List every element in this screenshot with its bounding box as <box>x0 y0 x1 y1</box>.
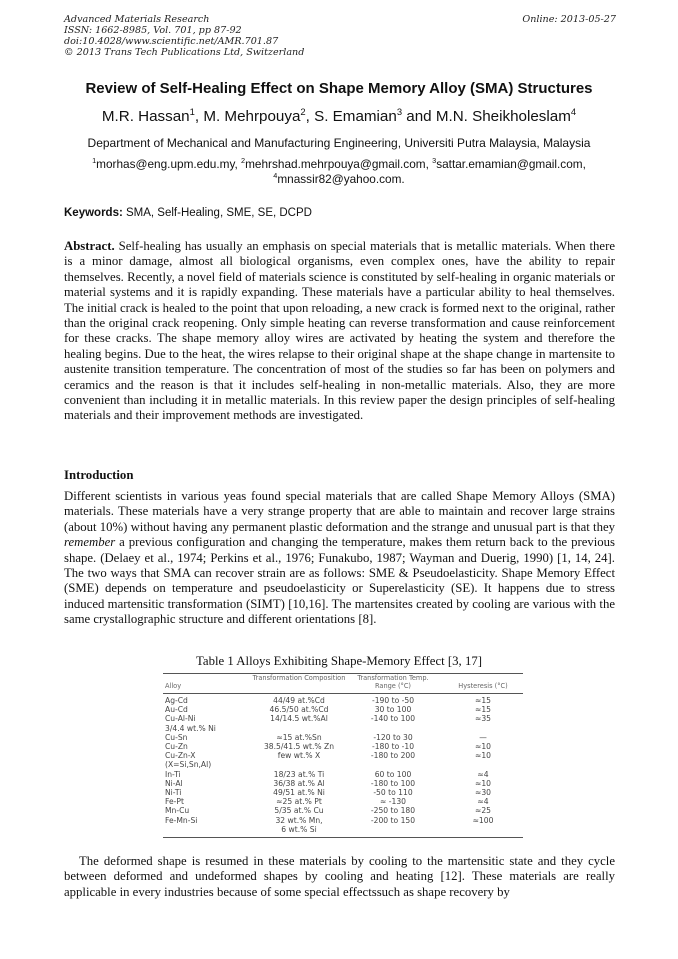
table-cell-composition: 32 wt.% Mn, <box>275 815 323 825</box>
table-cell-temp: -190 to -50 <box>371 696 415 705</box>
table-cell-alloy: Fe-Mn-Si <box>165 815 198 825</box>
email-mark: 4 <box>273 171 278 181</box>
table-cell-composition: ≈25 at.% Pt <box>276 797 322 807</box>
email-address: sattar.emamian@gmail.com, <box>436 157 586 171</box>
table-cell-composition: ≈15 at.%Sn <box>276 732 322 742</box>
email-address: morhas@eng.upm.edu.my, <box>96 157 242 171</box>
table-cell-temp: -180 to 200 <box>370 751 416 761</box>
author-affil-mark: 3 <box>396 105 403 117</box>
email-mark: 3 <box>432 156 437 166</box>
table-cell-hysteresis: ≈4 <box>477 797 489 807</box>
table-cell-alloy: Ni-Al <box>165 778 183 788</box>
author-separator: and <box>402 108 436 125</box>
table-cell-temp: -120 to 30 <box>373 732 413 742</box>
author-name: M.R. Hassan <box>101 108 190 125</box>
abstract-text: Self-healing has usually an emphasis on special materials that is metallic materials. When there is a minor damage, almost all biological organisms, even complex ones, have the ability to repair themselves. Recently, a novel field of materials science is constituted by self-healing in organic materials or material systems and it is rapidly expanding. These materials have a particular ability to heal themselves. The initial crack is healed to the point that upon reloading, a new crack is formed next to the original, rather than the original crack reopening. Only simple heating can reverse transformation and cause reinforcement for these cracks. The shape memory alloy wires are activated by heating the system and therefore the healing begins. Due to the heat, the wires relapse to their original shape at the shape change in martensite to austenite transition temperature. The concentration of most of the studies so far has been on polymers and ceramics and the reason is that it includes self-healing in non-metallic materials. Also, they are more convenient than including it in metallic materials. In this review paper the design principles of self-healing materials and their improvement methods are investigated. <box>64 239 615 423</box>
table-cell-hysteresis: ≈100 <box>472 815 494 825</box>
table-cell-hysteresis: — <box>479 732 487 742</box>
email-address: mehrshad.mehrpouya@gmail.com, <box>245 157 433 171</box>
email-mark: 1 <box>92 156 97 166</box>
table-cell-temp: ≈ -130 <box>379 797 406 807</box>
table-caption: Table 1 Alloys Exhibiting Shape-Memory Effect [3, 17] <box>195 654 483 668</box>
table-rule-bottom <box>163 837 523 838</box>
intro-emphasis: remember <box>64 535 116 550</box>
abstract-label: Abstract. <box>64 239 115 253</box>
table-cell-hysteresis: ≈4 <box>477 769 489 779</box>
table-cell-alloy: Ag-Cd <box>165 696 188 705</box>
table-cell-composition: 49/51 at.% Ni <box>273 788 325 797</box>
paper-title: Review of Self-Healing Effect on Shape Memory Alloy (SMA) Structures <box>85 80 593 97</box>
table-cell-temp: 60 to 100 <box>374 769 412 779</box>
table-rule-header <box>163 693 523 694</box>
table-cell-composition: 44/49 at.%Cd <box>273 696 325 705</box>
table-cell-hysteresis: ≈25 <box>474 806 492 816</box>
affiliation: Department of Mechanical and Manufacturing Engineering, Universiti Putra Malaysia, Malaysia <box>87 136 591 150</box>
journal-name: Advanced Materials Research <box>64 14 210 25</box>
author-separator: , <box>194 108 204 125</box>
table-cell-hysteresis: ≈10 <box>474 742 492 751</box>
table-cell-composition: 46.5/50 at.%Cd <box>269 705 329 715</box>
journal-header <box>64 14 304 58</box>
table-cell-alloy: Ni-Ti <box>165 788 182 797</box>
email-address: mnassir82@yahoo.com. <box>277 172 405 186</box>
journal-issn: ISSN: 1662-8985, Vol. 701, pp 87-92 <box>64 25 242 36</box>
table-cell-composition: 38.5/41.5 wt.% Zn <box>263 742 335 751</box>
online-date: Online: 2013-05-27 <box>522 14 616 25</box>
table-cell-alloy: (X=Si,Sn,Al) <box>165 760 212 770</box>
author-list <box>0 105 678 125</box>
author-emails <box>40 157 638 187</box>
email-mark: 2 <box>241 156 246 166</box>
table-cell-alloy: Fe-Pt <box>165 797 184 807</box>
journal-doi: doi:10.4028/www.scientific.net/AMR.701.87 <box>64 36 279 47</box>
intro-text: Different scientists in various yeas found special materials that are called Shape Memory Alloys (SMA) materials. These materials have a very strange property that are able to maintain and recover large strains (about 10%) without having any permanent plastic deformation and the strange and unusual part is that they <box>64 489 615 534</box>
table-cell-hysteresis: ≈15 <box>474 705 492 715</box>
keywords <box>64 207 312 219</box>
keywords-label: Keywords: <box>64 207 123 219</box>
table-cell-alloy: Mn-Cu <box>165 806 190 816</box>
table-cell-hysteresis: ≈15 <box>474 696 492 705</box>
table-cell-composition: 36/38 at.% Al <box>273 778 325 788</box>
table-cell-composition: few wt.% X <box>277 751 321 761</box>
table-header-temp: Transformation Temp. Range (°C) <box>357 674 429 690</box>
keywords-text: SMA, Self-Healing, SME, SE, DCPD <box>122 207 312 219</box>
author-name: M.N. Sheikholeslam <box>435 108 571 125</box>
author-affil-mark: 1 <box>189 105 195 117</box>
table-cell-alloy: Cu-Sn <box>165 732 188 742</box>
intro-text: a previous configuration and changing the temperature, makes them return back to the previous shape. (Delaey et al., 1974; Perkins et al., 1976; Funakubo, 1987; Wayman and Duerig, 1990) [1, 14, 24]. The two ways that SMA can recover strain are as follows: SME & Pseudoelasticity. Shape Memory Effect (SME) depends on temperature and pseudoelasticity or Superelasticity (SE). It happens due to stress induced martensitic transformation (SIMT) [10,16]. The martensites created by cooling are various with the same crystallographic structure and different orientations [8]. <box>64 535 615 627</box>
table-cell-temp: -50 to 110 <box>373 788 413 797</box>
table-cell-composition: 18/23 at.% Ti <box>273 769 325 779</box>
author-name: M. Mehrpouya <box>203 108 301 125</box>
table-cell-hysteresis: ≈10 <box>474 751 492 761</box>
table-cell-temp: -250 to 180 <box>370 806 416 816</box>
table-cell-hysteresis: ≈35 <box>474 714 492 724</box>
table-cell-hysteresis: ≈10 <box>474 778 492 788</box>
table-cell-temp: -180 to 100 <box>370 778 416 788</box>
table-cell-temp: -200 to 150 <box>370 815 416 825</box>
table-header-alloy: Alloy <box>165 682 182 690</box>
author-separator: , <box>305 108 315 125</box>
introduction-paragraph <box>64 489 615 628</box>
table-cell-alloy: Au-Cd <box>165 705 188 715</box>
table-cell-alloy: Cu-Al-Ni <box>165 714 196 724</box>
section-heading-introduction: Introduction <box>64 468 134 482</box>
author-name: S. Emamian <box>314 108 397 125</box>
table-cell-temp: -180 to -10 <box>371 742 415 751</box>
table-header-composition: Transformation Composition <box>252 674 346 682</box>
table-cell-temp: 30 to 100 <box>374 705 412 715</box>
table-cell-alloy: 3/4.4 wt.% Ni <box>165 723 216 733</box>
author-affil-mark: 4 <box>570 105 577 117</box>
table-cell-composition: 14/14.5 wt.%Al <box>270 714 328 724</box>
table-cell-temp: -140 to 100 <box>370 714 416 724</box>
closing-paragraph: The deformed shape is resumed in these materials by cooling to the martensitic state and they cycle between deformed and undeformed shapes by cooling and heating [12]. These materials are really applicable in every industries because of some special effectssuch as shape recovery by <box>64 854 615 899</box>
author-affil-mark: 2 <box>300 105 306 117</box>
table-header-hysteresis: Hysteresis (°C) <box>458 682 508 690</box>
table-cell-hysteresis: ≈30 <box>474 788 492 797</box>
journal-copyright: © 2013 Trans Tech Publications Ltd, Switzerland <box>64 47 305 58</box>
table-cell-composition: 6 wt.% Si <box>281 824 317 834</box>
table-cell-alloy: In-Ti <box>165 769 181 779</box>
alloy-table <box>163 673 523 848</box>
abstract <box>64 239 615 424</box>
table-cell-composition: 5/35 at.% Cu <box>274 806 324 816</box>
table-cell-alloy: Cu-Zn <box>165 742 188 751</box>
table-cell-alloy: Cu-Zn-X <box>165 751 196 761</box>
